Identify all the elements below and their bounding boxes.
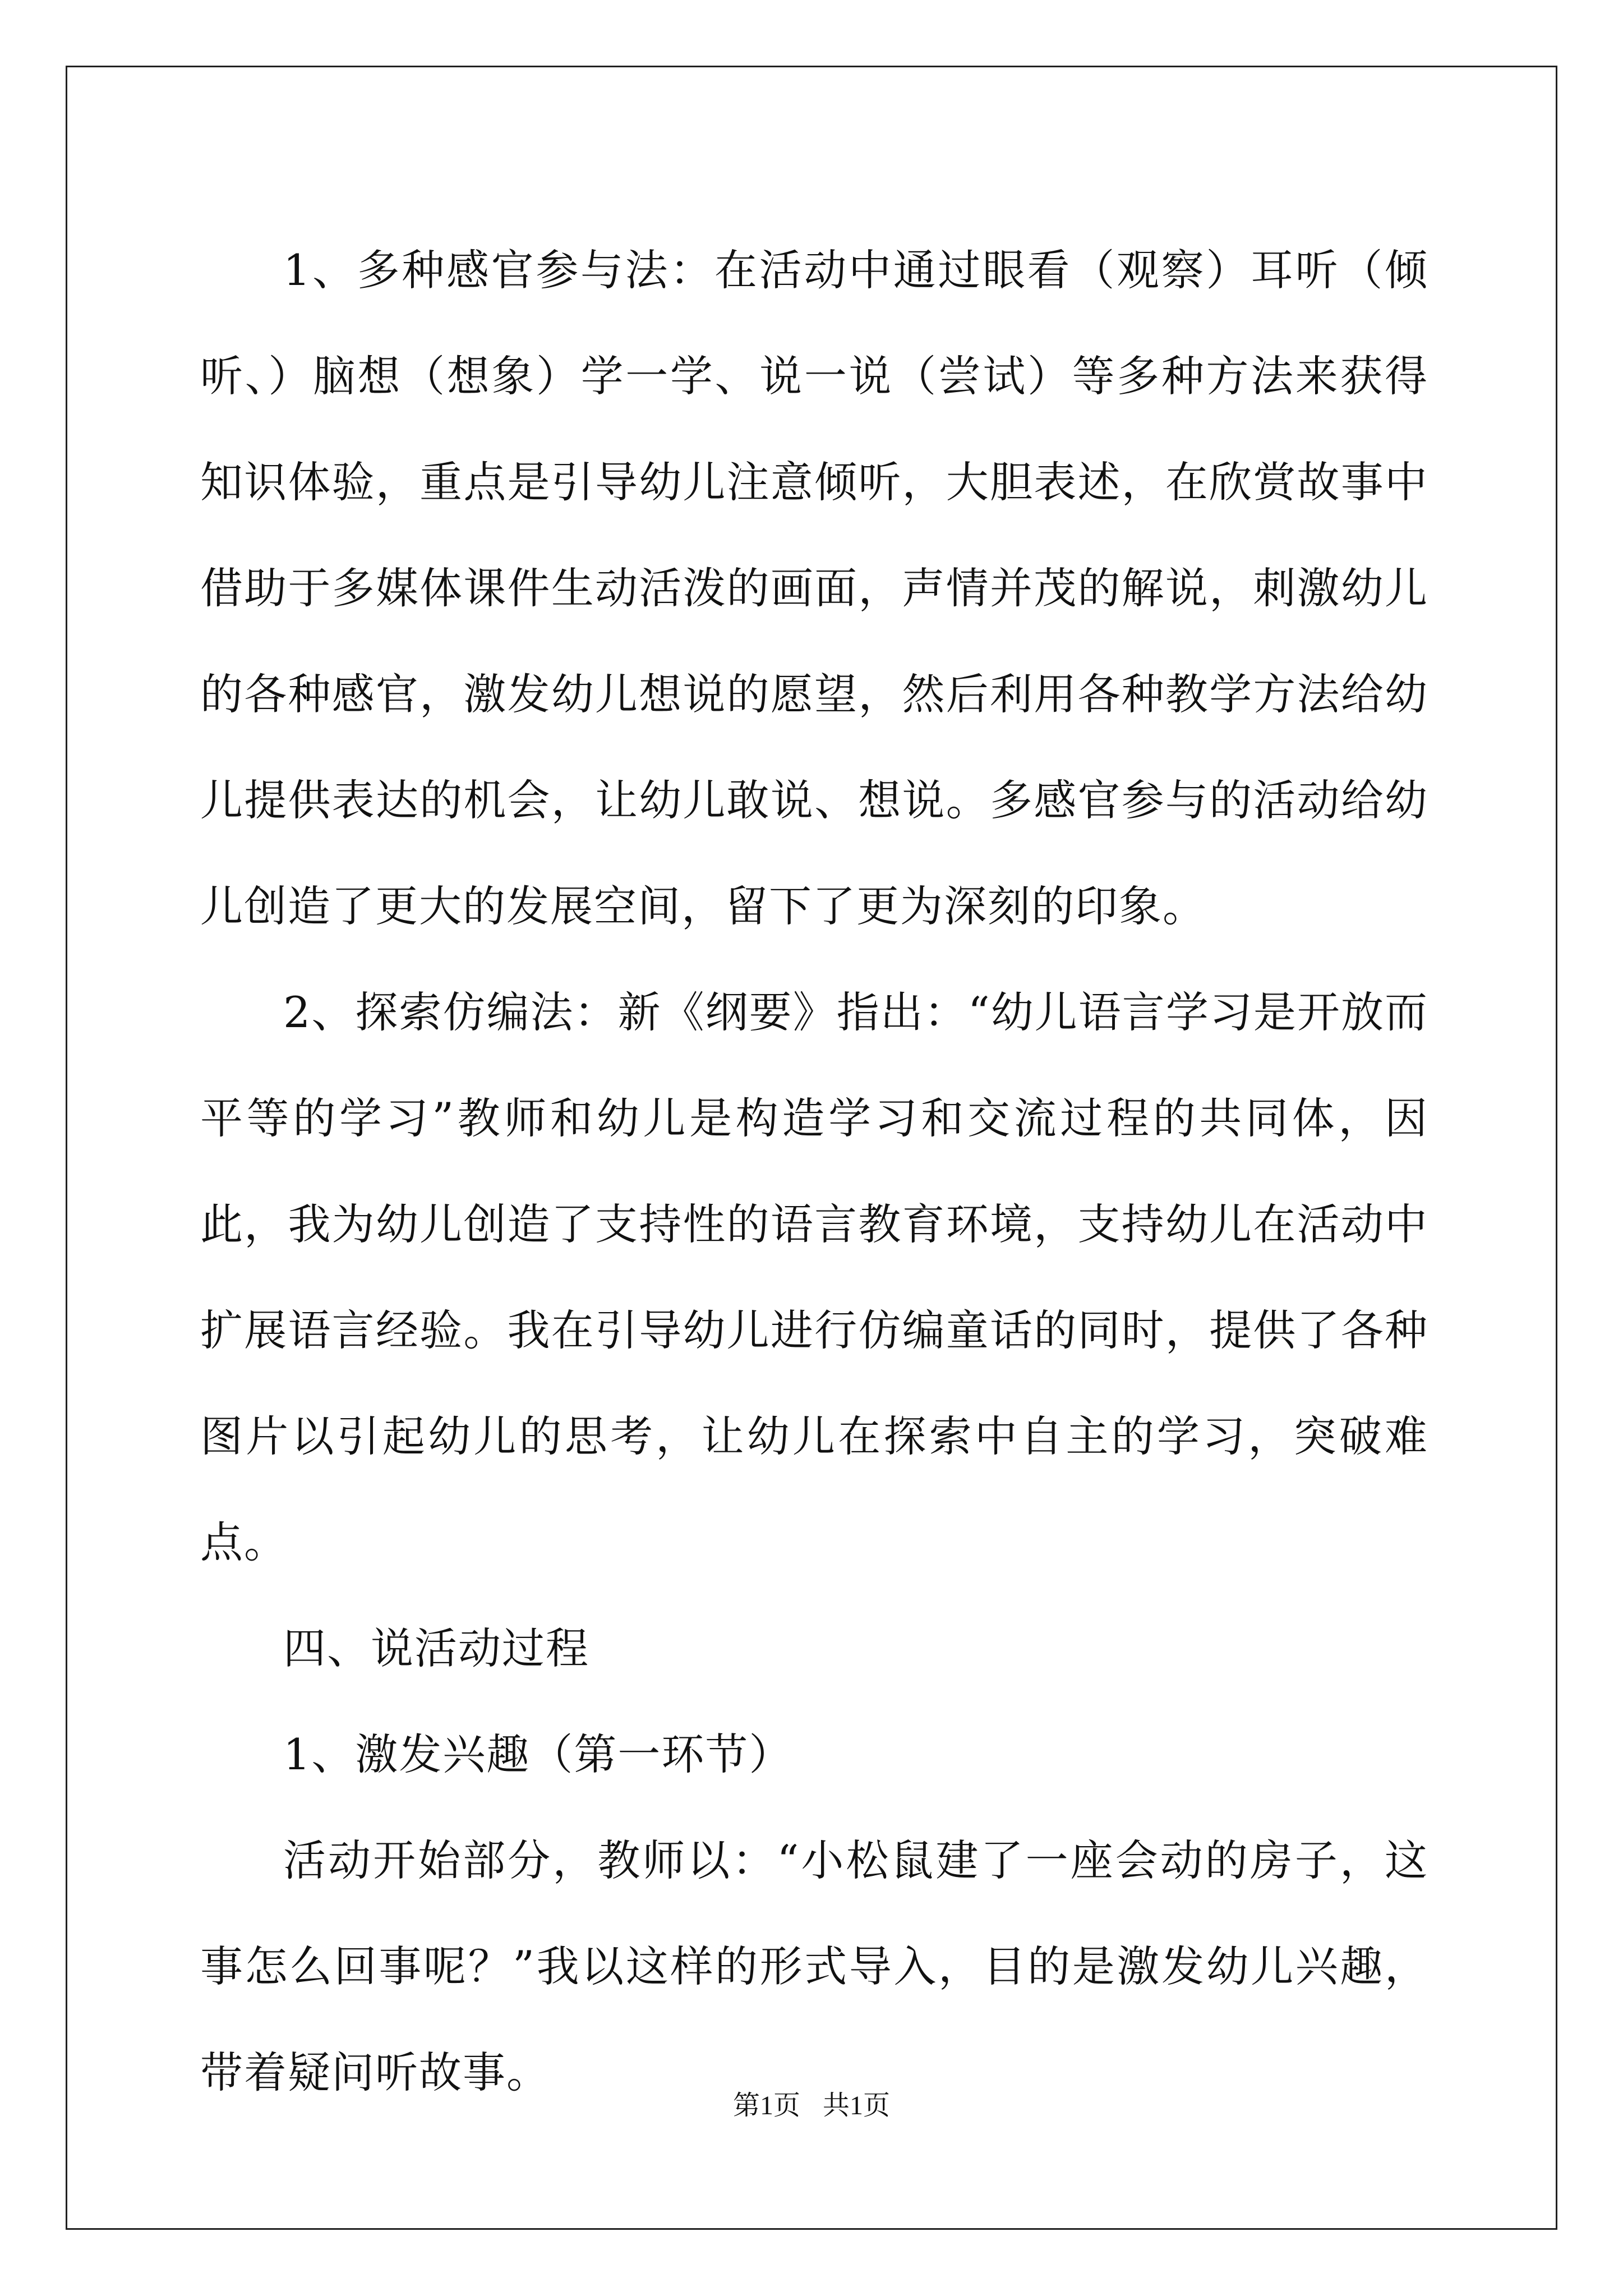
paragraph-activity-introduction: 活动开始部分，教师以：“小松鼠建了一座会动的房子，这事怎么回事呢？”我以这样的形式导入，目的是激发幼儿兴趣，带着疑问听故事。 [200,1835,1428,2097]
paragraph-multisensory-method: 1、多种感官参与法：在活动中通过眼看（观察）耳听（倾听、）脑想（想象）学一学、说一说（尝试）等多种方法来获得知识体验，重点是引导幼儿注意倾听，大胆表述，在欣赏故事中借助于多媒体课件生动活泼的画面，声情并茂的解说，刺激幼儿的各种感官，激发幼儿想说的愿望，然后利用各种教学方法给幼儿提供表达的机会，让幼儿敢说、想说。多感官参与的活动给幼儿创造了更大的发展空间，留下了更为深刻的印象。 [200,245,1428,931]
section-heading-activity-process: 四、说活动过程 [283,1623,589,1673]
paragraph-exploration-method: 2、探索仿编法：新《纲要》指出：“幼儿语言学习是开放而平等的学习”教师和幼儿是构造学习和交流过程的共同体，因此，我为幼儿创造了支持性的语言教育环境，支持幼儿在活动中扩展语言经验。我在引导幼儿进行仿编童话的同时，提供了各种图片以引起幼儿的思考，让幼儿在探索中自主的学习，突破难点。 [200,987,1428,1567]
page-number: 第1页 [732,2091,800,2120]
page-footer [0,2083,1623,2122]
subheading-stimulate-interest: 1、激发兴趣（第一环节） [283,1729,793,1779]
page-total: 共1页 [823,2091,891,2120]
document-body [200,217,1428,2125]
